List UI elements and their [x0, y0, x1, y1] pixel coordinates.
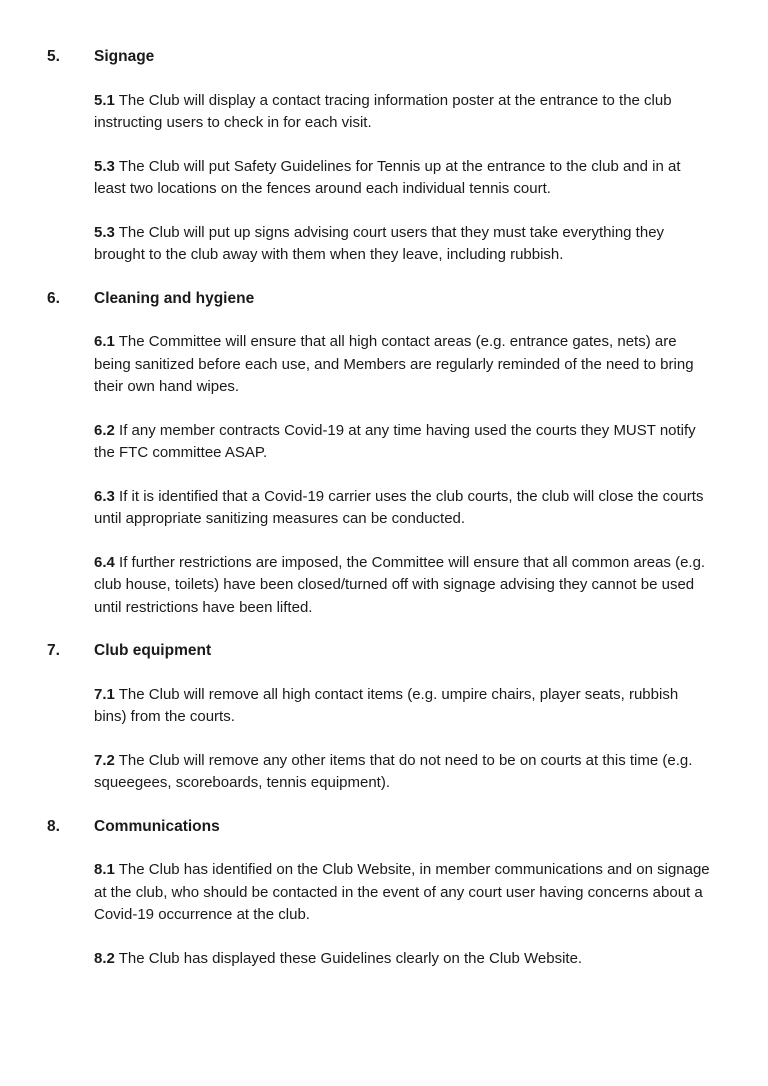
clause-5-3b [94, 222, 712, 267]
clause-text: If it is identified that a Covid-19 carrier uses the club courts, the club will close the courts until appropriate sanitizing measures can be conducted. [94, 487, 704, 527]
section-title: Club equipment [94, 642, 212, 659]
section-signage [47, 46, 712, 267]
section-heading [47, 816, 712, 839]
clause-number: 6.4 [94, 553, 115, 571]
section-heading [47, 288, 712, 311]
clause-text: The Committee will ensure that all high contact areas (e.g. entrance gates, nets) are being sanitized before each use, and Members are regularly reminded of the need to bring their own hand wipes. [94, 333, 694, 395]
clause-text: The Club has identified on the Club Website, in member communications and on signage at the club, who should be contacted in the event of any court user having concerns about a Covid-19 occurrence at the club. [94, 861, 710, 923]
clause-text: The Club will remove any other items that do not need to be on courts at this time (e.g. squeegees, scoreboards, tennis equipment). [94, 751, 693, 791]
clause-text: The Club will put Safety Guidelines for Tennis up at the entrance to the club and in at least two locations on the fences around each individual tennis court. [94, 157, 681, 197]
section-number: 7. [47, 642, 60, 659]
clause-text: The Club will remove all high contact items (e.g. umpire chairs, player seats, rubbish bins) from the courts. [94, 685, 679, 725]
clause-number: 5.1 [94, 91, 115, 109]
clause-text: If any member contracts Covid-19 at any time having used the courts they MUST notify the FTC committee ASAP. [94, 421, 696, 461]
clause-number: 7.2 [94, 751, 115, 769]
clause-number: 7.1 [94, 685, 115, 703]
clause-7-1 [94, 684, 712, 729]
clause-number: 5.3 [94, 223, 115, 241]
clause-8-1 [94, 859, 712, 927]
section-title: Signage [94, 48, 155, 65]
clause-number: 6.1 [94, 333, 115, 350]
clause-6-4 [94, 552, 712, 620]
section-number: 5. [47, 48, 60, 65]
section-number: 6. [47, 289, 60, 307]
section-communications [47, 816, 712, 971]
section-heading [47, 46, 712, 69]
clause-6-1 [94, 331, 712, 399]
clause-text: If further restrictions are imposed, the Committee will ensure that all common areas (e.g. club house, toilets) have been closed/turned off with signage advising they cannot be used until restrictions have been lifted. [94, 553, 706, 616]
clause-6-3 [94, 486, 712, 531]
section-cleaning-and-hygiene [47, 288, 712, 620]
section-title: Cleaning and hygiene [94, 289, 255, 307]
section-title: Communications [94, 817, 220, 835]
clause-number: 6.3 [94, 487, 115, 505]
section-club-equipment [47, 640, 712, 795]
clause-number: 8.2 [94, 949, 115, 967]
clause-5-1 [94, 90, 712, 135]
clause-6-2 [94, 420, 712, 465]
clause-number: 5.3 [94, 157, 115, 175]
clause-8-2 [94, 948, 712, 971]
clause-text: The Club has displayed these Guidelines clearly on the Club Website. [118, 949, 583, 967]
section-number: 8. [47, 817, 60, 835]
clause-text: The Club will put up signs advising court users that they must take everything they brought to the club away with them when they leave, including rubbish. [94, 223, 665, 263]
clause-text: The Club will display a contact tracing information poster at the entrance to the club instructing users to check in for each visit. [94, 91, 672, 131]
section-heading [47, 640, 712, 663]
clause-number: 8.1 [94, 861, 115, 878]
clause-number: 6.2 [94, 421, 115, 439]
clause-5-3a [94, 156, 712, 201]
clause-7-2 [94, 750, 712, 795]
